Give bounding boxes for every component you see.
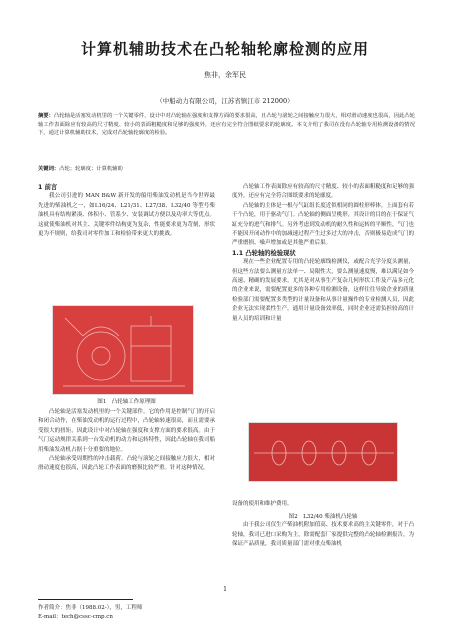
footer-email: E-mail：tech@cssc-cmp.cn <box>38 613 113 620</box>
keywords-label: 关键词： <box>38 166 60 172</box>
figure1-caption: 图1 凸轮轴工作原理图 <box>97 399 156 405</box>
paragraph: 凸轮轴是活塞发动机里的一个关键部件。它的作用是控制气门的开启和闭合动作，在柴油发动机的运行过程中，凸轮轴转速很高，而且需要承受很大的扭矩，因此设计中对凸轮轴在强度和支撑方面的要求很高。由于气门运动规律关系到一台发动机的动力和运转特性，因此凸轮轴在我司船用柴油发动机占据十分重要的地位。 <box>38 409 215 453</box>
figure-camshaft-principle <box>52 305 194 395</box>
footer-author-note <box>38 599 415 621</box>
paragraph: 由于我公司仅生产柴油机附加值高、技术要求高的主关键零件，对于凸轮轴，我司已进口采购为主，除需配套厂家提供完整的凸轮轴检测报告，为保证产品质量，我司质量部门需对重点柴油机 <box>232 522 414 548</box>
right-column-bottom <box>232 500 414 550</box>
paragraph: 现在一些企业配置专用的凸轮轮廓线检测仪，或配合光学分度头测量，但这些方法要么测量方法单一、局限性大，要么测量速度慢，难以满足如今高速、精确的发展要求。尤其是对从事生产复杂几何形状工件及产品多元化的企业来说，需要配置更多的各种专用检测设备，这样往往导致企业的质量检验部门需要配置多类型的计量设备和从事计量操作的专业检测人员，因此企业无法实现柔性生产。通用计量设备效率低，同时企业还需负担较高的计量人员的培训和计量 <box>232 259 414 322</box>
paragraph: 设备的使用和维护费用。 <box>232 501 293 507</box>
paragraph: 我公司引进的 MAN B&W 新开发的船用柴油发动机是当今世界最先进的柴油机之一，如L16/24、L21/31、L27/38、L32/40 等型号柴油机具有结构紧凑、体积小、管系少、安装调试方便以及功率大等优点。这就使柴油机对其主、关键零件结构更为复杂，性能要求更为苛刻，形状更为不规则，给我司对零件加工和检验带来更大的挑战。 <box>38 193 215 238</box>
left-column-top <box>38 183 215 239</box>
keywords <box>38 164 415 172</box>
abstract-text: 凸轮轴是活塞发动机里的一个关键零件，设计中对凸轮轴在强度和支撑方面的要求很高，且凸轮与滚轮之间接触应力很大，相对滑动速度也很高，因此凸轮轴工作表面除应有较高的尺寸精度、较小的表面粗糙度和足够的强度外，还应有完全符合图纸要求的轮廓度。本文介绍了我司在没有凸轮轴专用检测设备的情况下，通过计算机辅助技术，完成对凸轮轴轮廓度的检验。 <box>38 113 415 137</box>
abstract <box>38 112 415 138</box>
paragraph: 凸轮轴承受周期性的冲击载荷。凸轮与滚轮之间接触应力很大，相对滑动速度也很高，因此凸轮工作表面的磨损比较严重。针对这种情况， <box>38 456 215 472</box>
keywords-text: 凸轮；轮廓度；计算机辅助 <box>59 166 123 172</box>
left-column-bottom <box>38 408 215 474</box>
footnote-divider <box>38 599 133 600</box>
paper-title: 计算机辅助技术在凸轮轴轮廓检测的应用 <box>80 40 369 58</box>
camshaft-diagram-graphic <box>53 306 195 396</box>
right-column-top <box>232 183 414 324</box>
paragraph: 凸轮轴工作表面除应有较高的尺寸精度、较小的表面粗糙度和足够的强度外，还应有完全符合图纸要求的轮廓度。 <box>232 184 414 200</box>
camshaft-photo-graphic <box>249 423 399 483</box>
figure-camshaft-photo <box>248 422 398 482</box>
author-line: 焦非，余军民 <box>204 71 246 79</box>
figure2-caption: 图2 L32/40 柴油机凸轮轴 <box>288 514 358 520</box>
abstract-label: 摘要： <box>38 113 54 119</box>
footer-author: 作者简介：焦非（1988.02-），男，工程师 <box>38 605 143 611</box>
affiliation-line: （中船动力有限公司，江苏省镇江市 212000） <box>156 97 294 105</box>
page-number: 1 <box>223 586 227 593</box>
section-heading-inspection: 1.1 凸轮轴的检验现状 <box>232 249 296 257</box>
paragraph: 凸轮轴的主体是一根与气缸组长度近似相同的圆柱形棒体。上面套有若干个凸轮，用于驱动气门。凸轮轴的侧面呈桃形，其设计的目的在于保证气缸充分的进气和排气。另外考虑到发动机的耐久性和运转的平顺性，气门也不能因开闭动作中的加减速过程产生过多过大的冲击，否则极易造成气门的严重磨损、噪声增加或是其他严重后果。 <box>232 202 414 247</box>
section-heading-intro: 1 前言 <box>38 184 58 191</box>
